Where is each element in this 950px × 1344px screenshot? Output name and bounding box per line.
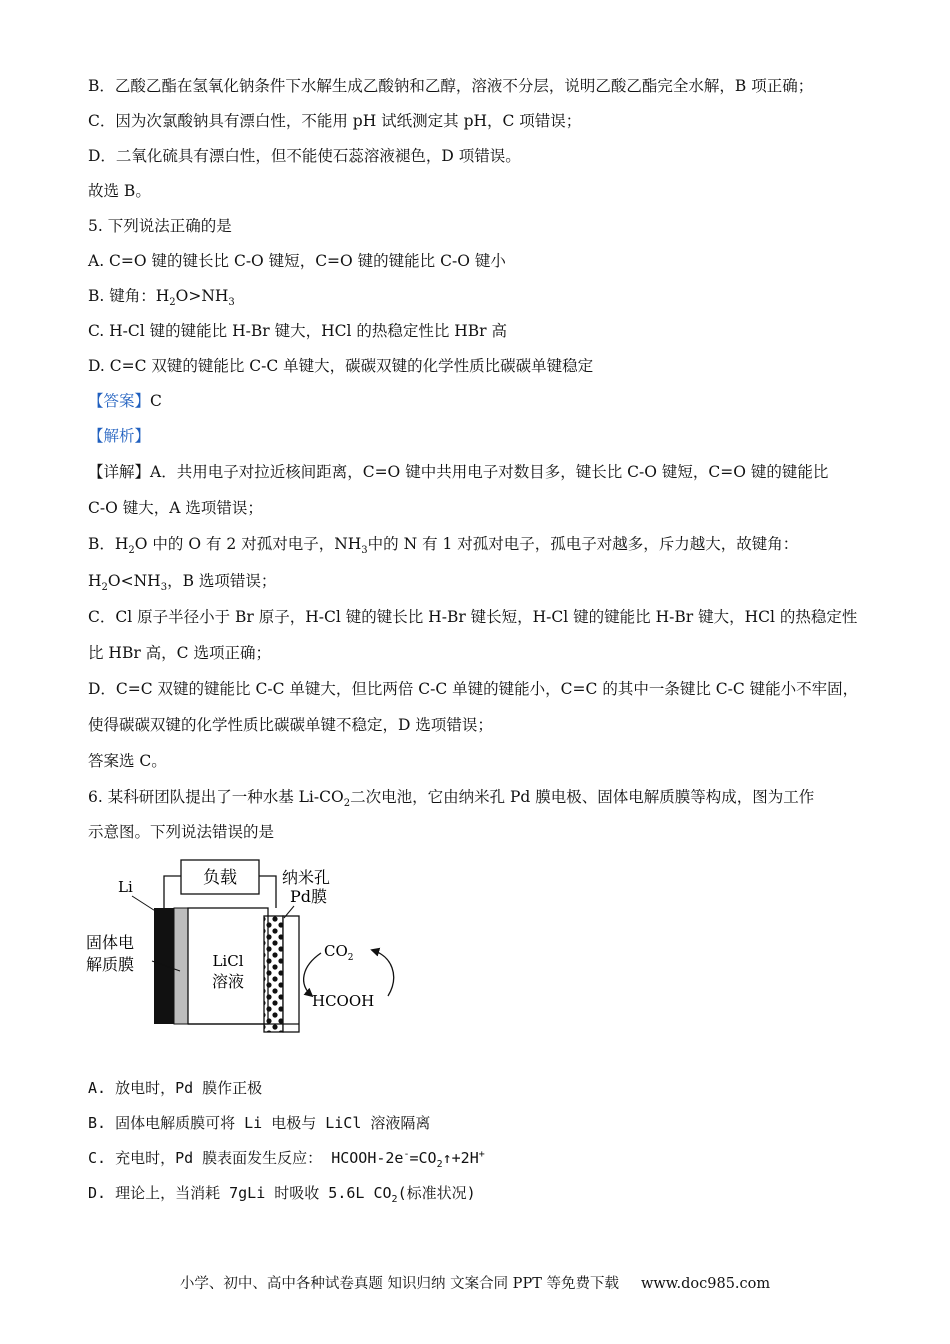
- analysis-label: 【解析】: [88, 427, 151, 445]
- line-c-explain: C．因为次氯酸钠具有漂白性，不能用 pH 试纸测定其 pH，C 项错误；: [88, 112, 582, 130]
- detail-b2-sub1: 2: [101, 582, 108, 594]
- line-conclusion: 故选 B。: [88, 182, 151, 200]
- detail-a-text: A．共用电子对拉近核间距离，C=O 键中共用电子对数目多，键长比 C-O 键短，C=O 键的键能比: [150, 463, 829, 481]
- question-6: [88, 787, 815, 810]
- q6-option-a: A. 放电时，Pd 膜作正极: [88, 1079, 263, 1097]
- q5b-pre: B. 键角：H: [88, 287, 170, 305]
- q6c-pre: C. 充电时，Pd 膜表面发生反应： HCOOH-2e: [88, 1149, 404, 1167]
- hcooh-label: HCOOH: [312, 992, 375, 1010]
- li-label: Li: [118, 878, 133, 896]
- outer-frame: [283, 916, 299, 1032]
- solid-label-2: 解质膜: [86, 955, 135, 974]
- licl-label-1: LiCl: [212, 952, 244, 970]
- detail-b2-2: O<NH: [107, 572, 161, 590]
- answer-line: [88, 391, 162, 411]
- load-label: 负载: [203, 868, 237, 888]
- licl-label-2: 溶液: [211, 972, 245, 991]
- q5-option-d: D. C=C 双键的键能比 C-C 单键大，碳碳双键的化学性质比碳碳单键稳定: [88, 357, 594, 375]
- q6d-pre: D. 理论上，当消耗 7gLi 时吸收 5.6L CO: [88, 1184, 392, 1202]
- pd-membrane: [264, 916, 283, 1032]
- q6-post: 二次电池，它由纳米孔 Pd 膜电极、固体电解质膜等构成，图为工作: [350, 788, 815, 806]
- detail-line-c: C．Cl 原子半径小于 Br 原子，H-Cl 键的键长比 H-Br 键长短，H-Cl 键的键能比 H-Br 键大，HCl 的热稳定性: [88, 608, 858, 626]
- detail-line-b2: [88, 571, 277, 594]
- q6c-sup2: +: [478, 1149, 485, 1160]
- detail-line-d2: 使得碳碳双键的化学性质比碳碳单键不稳定，D 选项错误；: [88, 716, 493, 734]
- q6c-post: ↑+2H: [442, 1149, 479, 1167]
- q6c-sup1: -: [403, 1149, 410, 1160]
- question-6-line2: 示意图。下列说法错误的是: [88, 823, 275, 841]
- line-d-explain: D．二氧化硫具有漂白性，但不能使石蕊溶液褪色，D 项错误。: [88, 147, 521, 165]
- answer-label: 【答案】: [88, 392, 151, 410]
- arrow-hcooh-to-co2: [372, 950, 394, 996]
- co2-label: $CO_2$: [324, 942, 354, 963]
- question-5: 5. 下列说法正确的是: [88, 217, 232, 235]
- q5b-sub2: 3: [228, 297, 235, 309]
- detail-line-b: [88, 534, 799, 557]
- detail-line-a: [88, 462, 828, 482]
- footer-url[interactable]: www.doc985.com: [640, 1276, 771, 1292]
- detail-b2-sub2: 3: [160, 582, 168, 594]
- q5-option-b: [88, 286, 235, 309]
- detail-line-c2: 比 HBr 高，C 选项正确；: [88, 644, 271, 662]
- q6-sub: 2: [343, 798, 351, 810]
- detail-label: 【详解】: [88, 463, 151, 481]
- q6c-sub: 2: [436, 1159, 443, 1170]
- nano-label-1: 纳米孔: [282, 868, 331, 887]
- q6c-mid: =CO: [409, 1149, 437, 1167]
- nano-label-2: Pd膜: [290, 887, 328, 906]
- answer-value: C: [150, 392, 162, 410]
- q5b-mid: O>NH: [175, 287, 229, 305]
- arrow-co2-to-hcooh: [304, 953, 321, 996]
- footer: [0, 1272, 950, 1293]
- detail-line-d: D．C=C 双键的键能比 C-C 单键大，但比两倍 C-C 单键的键能小，C=C 的其中一条键比 C-C 键能小不牢固，: [88, 680, 859, 698]
- q5-option-c: C. H-Cl 键的键能比 H-Br 键大，HCl 的热稳定性比 HBr 高: [88, 322, 508, 340]
- detail-b-2: O 中的 O 有 2 对孤对电子，NH: [134, 535, 362, 553]
- solid-electrolyte: [174, 908, 188, 1024]
- wire-left: [164, 876, 181, 908]
- q5b-sub1: 2: [169, 297, 176, 309]
- detail-b2-3: ，B 选项错误；: [167, 572, 277, 590]
- q5-option-a: A. C=O 键的键长比 C-O 键短，C=O 键的键能比 C-O 键小: [88, 252, 506, 270]
- line-b-explain: B．乙酸乙酯在氢氧化钠条件下水解生成乙酸钠和乙醇，溶液不分层，说明乙酸乙酯完全水解，B 项正确；: [88, 77, 814, 95]
- detail-b-3: 中的 N 有 1 对孤对电子，孤电子对越多，斥力越大，故键角：: [367, 535, 799, 553]
- detail-b-sub1: 2: [128, 545, 135, 557]
- q6-pre: 6. 某科研团队提出了一种水基 Li-CO: [88, 788, 344, 806]
- battery-diagram: [80, 856, 420, 1036]
- detail-answer: 答案选 C。: [88, 752, 167, 770]
- detail-b-1: B．H: [88, 535, 129, 553]
- q6d-sub: 2: [391, 1194, 398, 1205]
- wire-right: [259, 876, 276, 908]
- q6-option-b: B. 固体电解质膜可将 Li 电极与 LiCl 溶液隔离: [88, 1114, 431, 1132]
- detail-b2-1: H: [88, 572, 102, 590]
- solid-label-1: 固体电: [86, 933, 135, 952]
- q6-option-c: [88, 1148, 485, 1168]
- detail-b-sub2: 3: [361, 545, 368, 557]
- footer-text: 小学、初中、高中各种试卷真题 知识归纳 文案合同 PPT 等免费下载: [179, 1276, 619, 1292]
- q6d-post: (标准状况): [397, 1184, 476, 1202]
- q6-option-d: [88, 1183, 476, 1203]
- detail-line-a2: C-O 键大，A 选项错误；: [88, 499, 263, 517]
- li-electrode: [154, 908, 174, 1024]
